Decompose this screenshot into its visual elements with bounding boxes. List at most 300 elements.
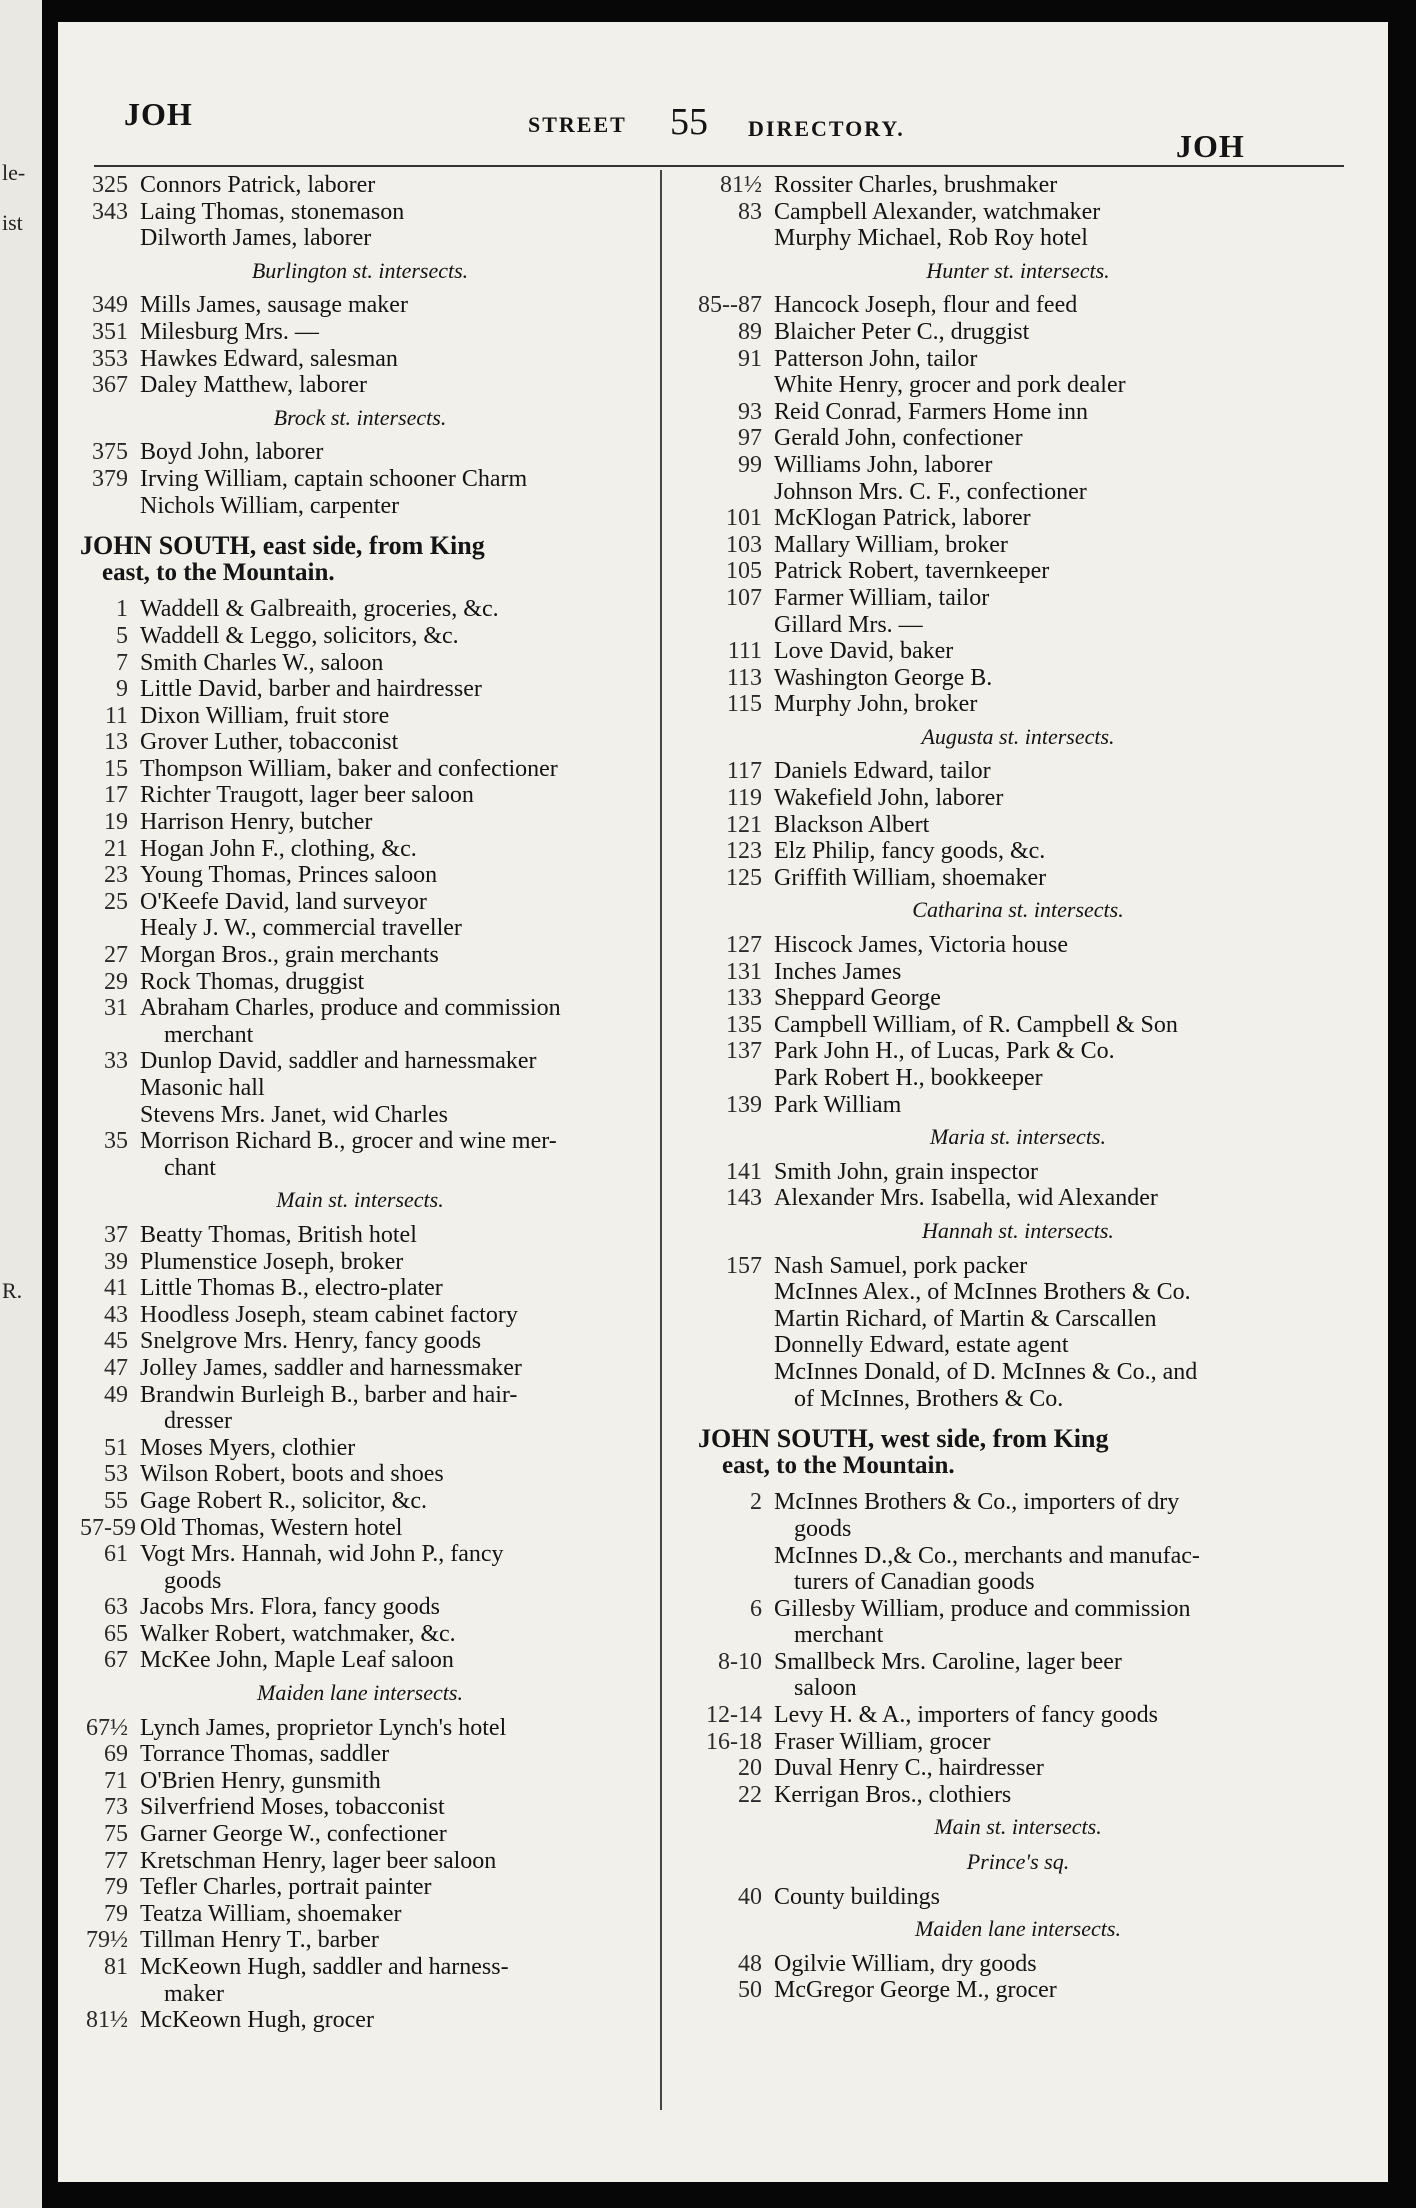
directory-page <box>58 22 1388 2182</box>
directory-entry <box>80 319 640 346</box>
entry-text: Morrison Richard B., grocer and wine mer- <box>140 1128 557 1155</box>
directory-entry <box>80 703 640 730</box>
cross-street-label: Maria st. intersects. <box>930 1124 1106 1150</box>
street-number: 71 <box>104 1767 128 1794</box>
entry-continuation: turers of Canadian goods <box>794 1569 1035 1596</box>
directory-entry <box>698 1951 1338 1978</box>
directory-entry <box>80 836 640 863</box>
street-number: 119 <box>726 785 762 812</box>
directory-entry <box>698 425 1338 452</box>
entry-text: Kerrigan Bros., clothiers <box>774 1781 1012 1808</box>
entry-text: Little David, barber and hairdresser <box>140 676 482 703</box>
directory-entry <box>80 1128 640 1155</box>
street-number: 135 <box>726 1011 762 1038</box>
directory-entry-same-number: Nichols William, carpenter <box>140 492 400 519</box>
entry-text: O'Brien Henry, gunsmith <box>140 1767 381 1794</box>
directory-entry <box>80 782 640 809</box>
cross-street-label: Brock st. intersects. <box>273 404 447 430</box>
street-number: 21 <box>104 835 128 862</box>
street-number: 67 <box>104 1647 128 1674</box>
street-number: 8-10 <box>718 1648 762 1675</box>
directory-entry <box>698 172 1338 199</box>
directory-entry <box>698 959 1338 986</box>
directory-entry-same-number: White Henry, grocer and pork dealer <box>774 372 1126 399</box>
entry-text: Connors Patrick, laborer <box>140 172 376 198</box>
directory-entry <box>698 585 1338 612</box>
entry-text: Inches James <box>774 958 902 985</box>
directory-entry <box>80 1768 640 1795</box>
street-number: 141 <box>726 1158 762 1185</box>
directory-entry <box>80 1621 640 1648</box>
margin-fragment: ist <box>2 210 23 235</box>
cross-street-label: Maiden lane intersects. <box>257 1680 463 1706</box>
directory-entry <box>80 1488 640 1515</box>
directory-entry-same-number: McInnes Donald, of D. McInnes & Co., and <box>774 1358 1198 1385</box>
street-number: 113 <box>726 664 762 691</box>
directory-entry <box>80 1515 640 1542</box>
street-number: 89 <box>738 318 762 345</box>
entry-continuation: merchant <box>794 1622 884 1649</box>
entry-continuation: goods <box>794 1515 852 1542</box>
directory-entry <box>80 372 640 399</box>
street-number: 343 <box>92 198 128 225</box>
street-number: 57-59 <box>80 1514 136 1541</box>
entry-text: Tillman Henry T., barber <box>140 1927 379 1954</box>
directory-entry <box>80 1954 640 1981</box>
directory-entry <box>80 1927 640 1954</box>
entry-text: Blackson Albert <box>774 811 930 838</box>
directory-entry-same-number: Park Robert H., bookkeeper <box>774 1065 1043 1091</box>
street-number: 27 <box>104 942 128 969</box>
directory-entry <box>80 1821 640 1848</box>
directory-entry <box>80 1901 640 1928</box>
entry-text: Silverfriend Moses, tobacconist <box>140 1794 445 1821</box>
street-number: 131 <box>726 958 762 985</box>
directory-entry <box>80 1382 640 1409</box>
entry-text: Washington George B. <box>774 664 993 691</box>
street-number: 55 <box>104 1487 128 1514</box>
page-number: 55 <box>670 101 708 143</box>
entry-text: Fraser William, grocer <box>774 1728 991 1755</box>
directory-entry <box>698 758 1338 785</box>
street-number: 6 <box>750 1595 762 1622</box>
entry-text: Blaicher Peter C., druggist <box>774 318 1030 345</box>
entry-text: Farmer William, tailor <box>774 584 990 611</box>
margin-fragment: R. <box>2 1278 23 1303</box>
column-divider <box>660 170 662 2110</box>
entry-text: Smith John, grain inspector <box>774 1158 1038 1185</box>
street-number: 48 <box>738 1950 762 1977</box>
entry-text: Daley Matthew, laborer <box>140 372 368 399</box>
street-number: 99 <box>738 451 762 478</box>
entry-text: Ogilvie William, dry goods <box>774 1950 1037 1977</box>
cross-street-label: Main st. intersects. <box>934 1814 1102 1840</box>
cross-street-label: Prince's sq. <box>966 1849 1070 1875</box>
entry-continuation: maker <box>164 1980 224 2007</box>
street-number: 101 <box>726 505 762 532</box>
entry-text: Park John H., of Lucas, Park & Co. <box>774 1038 1115 1065</box>
directory-entry <box>80 1328 640 1355</box>
street-number: 22 <box>738 1781 762 1808</box>
directory-entry <box>698 452 1338 479</box>
entry-text: Hancock Joseph, flour and feed <box>774 292 1078 319</box>
directory-entry <box>698 346 1338 373</box>
directory-entry <box>80 1594 640 1621</box>
street-number: 49 <box>104 1381 128 1408</box>
street-number: 325 <box>92 172 128 198</box>
directory-entry <box>698 932 1338 959</box>
street-number: 17 <box>104 782 128 809</box>
street-number: 137 <box>726 1038 762 1065</box>
running-header <box>58 92 1388 162</box>
street-number: 97 <box>738 425 762 452</box>
entry-text: Jacobs Mrs. Flora, fancy goods <box>140 1594 440 1621</box>
directory-entry-same-number: Gillard Mrs. — <box>774 611 923 638</box>
entry-text: Mills James, sausage maker <box>140 292 408 319</box>
street-number: 13 <box>104 729 128 756</box>
street-number: 9 <box>116 676 128 703</box>
entry-text: Dunlop David, saddler and harnessmaker <box>140 1048 537 1075</box>
entry-text: Jolley James, saddler and harnessmaker <box>140 1354 522 1381</box>
street-number: 41 <box>104 1275 128 1302</box>
directory-entry <box>80 2007 640 2034</box>
entry-text: Hawkes Edward, salesman <box>140 345 398 372</box>
street-number: 103 <box>726 531 762 558</box>
directory-entry <box>80 809 640 836</box>
street-number: 81 <box>104 1954 128 1980</box>
entry-text: McKee John, Maple Leaf saloon <box>140 1647 454 1674</box>
entry-text: Beatty Thomas, British hotel <box>140 1221 417 1248</box>
directory-entry <box>698 199 1338 226</box>
entry-text: Little Thomas B., electro-plater <box>140 1275 443 1302</box>
street-number: 40 <box>738 1883 762 1910</box>
street-number: 63 <box>104 1594 128 1621</box>
cross-street-label: Maiden lane intersects. <box>915 1916 1121 1942</box>
entry-text: Morgan Bros., grain merchants <box>140 942 439 969</box>
directory-entry <box>698 319 1338 346</box>
entry-continuation: saloon <box>794 1675 857 1702</box>
entry-text: O'Keefe David, land surveyor <box>140 888 427 915</box>
street-number: 93 <box>738 398 762 425</box>
entry-text: Wakefield John, laborer <box>774 785 1004 812</box>
directory-entry <box>80 889 640 916</box>
entry-text: Campbell Alexander, watchmaker <box>774 198 1101 225</box>
directory-entry <box>698 1649 1338 1676</box>
directory-entry <box>80 1647 640 1674</box>
directory-entry <box>698 638 1338 665</box>
directory-entry <box>698 1782 1338 1809</box>
directory-entry <box>698 1977 1338 2004</box>
street-number: 139 <box>726 1091 762 1118</box>
entry-text: Waddell & Galbreaith, groceries, &c. <box>140 596 499 623</box>
cross-street-label: Catharina st. intersects. <box>912 897 1124 923</box>
directory-entry <box>80 1249 640 1276</box>
right-column <box>698 172 1338 2004</box>
entry-text: Irving William, captain schooner Charm <box>140 465 528 492</box>
directory-entry <box>80 172 640 199</box>
directory-entry <box>698 292 1338 319</box>
entry-text: Williams John, laborer <box>774 451 993 478</box>
entry-text: Campbell William, of R. Campbell & Son <box>774 1011 1178 1038</box>
directory-entry <box>80 676 640 703</box>
entry-text: Old Thomas, Western hotel <box>140 1514 403 1541</box>
directory-entry <box>80 1741 640 1768</box>
header-rule <box>94 165 1344 167</box>
directory-entry <box>698 1159 1338 1186</box>
directory-entry <box>698 1253 1338 1280</box>
street-number: 143 <box>726 1185 762 1212</box>
directory-entry-same-number: Martin Richard, of Martin & Carscallen <box>774 1305 1157 1332</box>
street-number: 12-14 <box>706 1702 762 1729</box>
street-number: 125 <box>726 864 762 891</box>
entry-text: Rossiter Charles, brushmaker <box>774 172 1058 198</box>
directory-entry-same-number: McInnes Alex., of McInnes Brothers & Co. <box>774 1279 1191 1306</box>
entry-text: Dixon William, fruit store <box>140 702 390 729</box>
entry-text: Milesburg Mrs. — <box>140 318 319 345</box>
directory-entry <box>80 1302 640 1329</box>
street-number: 35 <box>104 1128 128 1155</box>
directory-entry-same-number: Murphy Michael, Rob Roy hotel <box>774 225 1088 252</box>
directory-entry <box>698 1092 1338 1119</box>
margin-fragment: le- <box>2 160 26 185</box>
header-right-guide: JOH <box>1176 128 1245 164</box>
street-number: 79 <box>104 1900 128 1927</box>
directory-entry <box>80 942 640 969</box>
street-number: 5 <box>116 622 128 649</box>
directory-entry <box>80 1355 640 1382</box>
entry-text: Garner George W., confectioner <box>140 1821 447 1848</box>
directory-entry <box>80 1794 640 1821</box>
street-number: 379 <box>92 465 128 492</box>
street-number: 115 <box>726 691 762 718</box>
entry-text: Laing Thomas, stonemason <box>140 198 405 225</box>
entry-text: Park William <box>774 1091 902 1118</box>
entry-continuation: chant <box>164 1154 216 1181</box>
directory-entry-same-number: Masonic hall <box>140 1075 265 1101</box>
header-street: STREET <box>528 112 627 137</box>
street-number: 43 <box>104 1301 128 1328</box>
street-number: 45 <box>104 1328 128 1355</box>
entry-text: Elz Philip, fancy goods, &c. <box>774 838 1046 865</box>
entry-text: Smith Charles W., saloon <box>140 649 384 676</box>
directory-entry <box>80 292 640 319</box>
street-number: 81½ <box>720 172 762 198</box>
header-left-guide: JOH <box>124 96 193 132</box>
entry-text: Moses Myers, clothier <box>140 1434 356 1461</box>
entry-text: Young Thomas, Princes saloon <box>140 862 438 889</box>
entry-text: McKeown Hugh, grocer <box>140 2007 374 2034</box>
entry-text: Rock Thomas, druggist <box>140 968 365 995</box>
entry-continuation: goods <box>164 1567 222 1594</box>
entry-text: McKlogan Patrick, laborer <box>774 505 1031 532</box>
entry-text: Nash Samuel, pork packer <box>774 1252 1028 1279</box>
directory-entry <box>698 505 1338 532</box>
street-number: 107 <box>726 584 762 611</box>
entry-text: Patterson John, tailor <box>774 345 978 372</box>
directory-entry <box>80 1048 640 1075</box>
street-number: 25 <box>104 888 128 915</box>
directory-entry <box>698 1884 1338 1911</box>
street-number: 1 <box>116 596 128 623</box>
street-number: 61 <box>104 1541 128 1568</box>
directory-entry <box>698 532 1338 559</box>
street-number: 7 <box>116 649 128 676</box>
street-number: 79½ <box>86 1927 128 1954</box>
cross-street-label: Hannah st. intersects. <box>922 1217 1114 1243</box>
entry-text: Hiscock James, Victoria house <box>774 932 1069 959</box>
directory-entry <box>80 862 640 889</box>
entry-text: Lynch James, proprietor Lynch's hotel <box>140 1714 507 1741</box>
street-number: 127 <box>726 932 762 959</box>
entry-text: McInnes Brothers & Co., importers of dry <box>774 1489 1180 1516</box>
directory-entry <box>80 466 640 493</box>
directory-entry <box>80 439 640 466</box>
directory-entry <box>698 785 1338 812</box>
entry-text: Thompson William, baker and confectioner <box>140 755 558 782</box>
entry-text: Tefler Charles, portrait painter <box>140 1874 432 1901</box>
entry-text: Harrison Henry, butcher <box>140 809 373 836</box>
entry-text: Patrick Robert, tavernkeeper <box>774 558 1050 585</box>
street-number: 37 <box>104 1221 128 1248</box>
street-number: 117 <box>726 758 762 785</box>
entry-text: McKeown Hugh, saddler and harness- <box>140 1954 509 1980</box>
directory-entry <box>698 1755 1338 1782</box>
entry-text: Gage Robert R., solicitor, &c. <box>140 1487 427 1514</box>
entry-continuation: merchant <box>164 1021 254 1048</box>
header-directory: DIRECTORY. <box>748 116 905 141</box>
street-number: 33 <box>104 1048 128 1075</box>
street-number: 85--87 <box>698 292 762 319</box>
entry-text: Torrance Thomas, saddler <box>140 1741 390 1768</box>
street-number: 23 <box>104 862 128 889</box>
entry-text: Smallbeck Mrs. Caroline, lager beer <box>774 1648 1122 1675</box>
street-number: 111 <box>727 638 762 665</box>
directory-entry <box>698 1729 1338 1756</box>
street-number: 77 <box>104 1847 128 1874</box>
directory-entry <box>80 596 640 623</box>
directory-entry <box>80 995 640 1022</box>
directory-entry <box>80 1275 640 1302</box>
street-section-subheading: east, to the Mountain. <box>722 1451 955 1479</box>
directory-entry-same-number: Healy J. W., commercial traveller <box>140 915 462 942</box>
entry-text: Wilson Robert, boots and shoes <box>140 1461 444 1488</box>
directory-entry <box>80 623 640 650</box>
street-number: 69 <box>104 1741 128 1768</box>
cross-street-label: Main st. intersects. <box>276 1187 444 1213</box>
street-number: 105 <box>726 558 762 585</box>
entry-text: Snelgrove Mrs. Henry, fancy goods <box>140 1328 482 1355</box>
entry-text: Teatza William, shoemaker <box>140 1900 402 1927</box>
street-section-heading: JOHN SOUTH, west side, from King <box>698 1424 1109 1454</box>
directory-entry <box>698 1489 1338 1516</box>
cross-street-label: Augusta st. intersects. <box>921 723 1115 749</box>
directory-entry <box>80 969 640 996</box>
entry-text: Brandwin Burleigh B., barber and hair- <box>140 1381 518 1408</box>
directory-entry <box>80 199 640 226</box>
directory-entry <box>698 985 1338 1012</box>
entry-text: Kretschman Henry, lager beer saloon <box>140 1847 497 1874</box>
directory-entry <box>80 1715 640 1742</box>
directory-entry-same-number: McInnes D.,& Co., merchants and manufac- <box>774 1542 1200 1569</box>
entry-text: Gillesby William, produce and commission <box>774 1595 1191 1622</box>
directory-entry <box>80 1461 640 1488</box>
directory-entry <box>80 1222 640 1249</box>
street-section-heading: JOHN SOUTH, east side, from King <box>80 531 485 561</box>
street-number: 367 <box>92 372 128 399</box>
directory-entry-same-number: Dilworth James, laborer <box>140 225 372 252</box>
street-number: 2 <box>750 1489 762 1516</box>
cross-street-label: Burlington st. intersects. <box>251 257 469 283</box>
directory-entry-same-number: Johnson Mrs. C. F., confectioner <box>774 478 1087 505</box>
entry-text: Hogan John F., clothing, &c. <box>140 835 417 862</box>
street-number: 16-18 <box>706 1728 762 1755</box>
street-number: 47 <box>104 1354 128 1381</box>
previous-page-margin <box>0 0 52 2208</box>
directory-entry <box>80 1848 640 1875</box>
entry-text: Walker Robert, watchmaker, &c. <box>140 1620 456 1647</box>
directory-entry <box>80 650 640 677</box>
street-number: 50 <box>738 1977 762 2004</box>
directory-entry <box>698 838 1338 865</box>
street-number: 65 <box>104 1620 128 1647</box>
directory-entry-same-number: Donnelly Edward, estate agent <box>774 1332 1069 1359</box>
entry-text: Richter Traugott, lager beer saloon <box>140 782 474 809</box>
directory-entry <box>698 1012 1338 1039</box>
entry-continuation: dresser <box>164 1408 232 1435</box>
directory-entry <box>698 399 1338 426</box>
street-number: 121 <box>726 811 762 838</box>
street-number: 39 <box>104 1248 128 1275</box>
entry-text: Duval Henry C., hairdresser <box>774 1755 1044 1782</box>
street-section-subheading: east, to the Mountain. <box>102 558 335 586</box>
entry-text: County buildings <box>774 1883 941 1910</box>
entry-text: Sheppard George <box>774 985 941 1012</box>
directory-entry <box>698 1702 1338 1729</box>
directory-entry-same-number: Stevens Mrs. Janet, wid Charles <box>140 1101 448 1128</box>
street-number: 133 <box>726 985 762 1012</box>
street-number: 29 <box>104 968 128 995</box>
street-number: 20 <box>738 1755 762 1782</box>
directory-entry <box>698 812 1338 839</box>
entry-text: Alexander Mrs. Isabella, wid Alexander <box>774 1185 1158 1212</box>
entry-continuation: of McInnes, Brothers & Co. <box>794 1385 1064 1412</box>
entry-text: Daniels Edward, tailor <box>774 758 991 785</box>
street-number: 31 <box>104 995 128 1022</box>
entry-text: Murphy John, broker <box>774 691 978 718</box>
entry-text: Boyd John, laborer <box>140 439 324 466</box>
street-number: 15 <box>104 755 128 782</box>
entry-text: Plumenstice Joseph, broker <box>140 1248 404 1275</box>
entry-text: Vogt Mrs. Hannah, wid John P., fancy <box>140 1541 504 1568</box>
entry-text: Waddell & Leggo, solicitors, &c. <box>140 622 459 649</box>
street-number: 19 <box>104 809 128 836</box>
entry-text: Reid Conrad, Farmers Home inn <box>774 398 1088 425</box>
street-number: 157 <box>726 1252 762 1279</box>
directory-entry <box>698 1596 1338 1623</box>
entry-text: Abraham Charles, produce and commission <box>140 995 561 1022</box>
street-number: 123 <box>726 838 762 865</box>
street-number: 73 <box>104 1794 128 1821</box>
street-number: 353 <box>92 345 128 372</box>
directory-entry <box>80 1874 640 1901</box>
street-number: 375 <box>92 439 128 466</box>
entry-text: Mallary William, broker <box>774 531 1008 558</box>
street-number: 75 <box>104 1821 128 1848</box>
directory-entry <box>698 1185 1338 1212</box>
directory-entry <box>80 1435 640 1462</box>
directory-entry <box>80 756 640 783</box>
left-column <box>80 172 640 2034</box>
